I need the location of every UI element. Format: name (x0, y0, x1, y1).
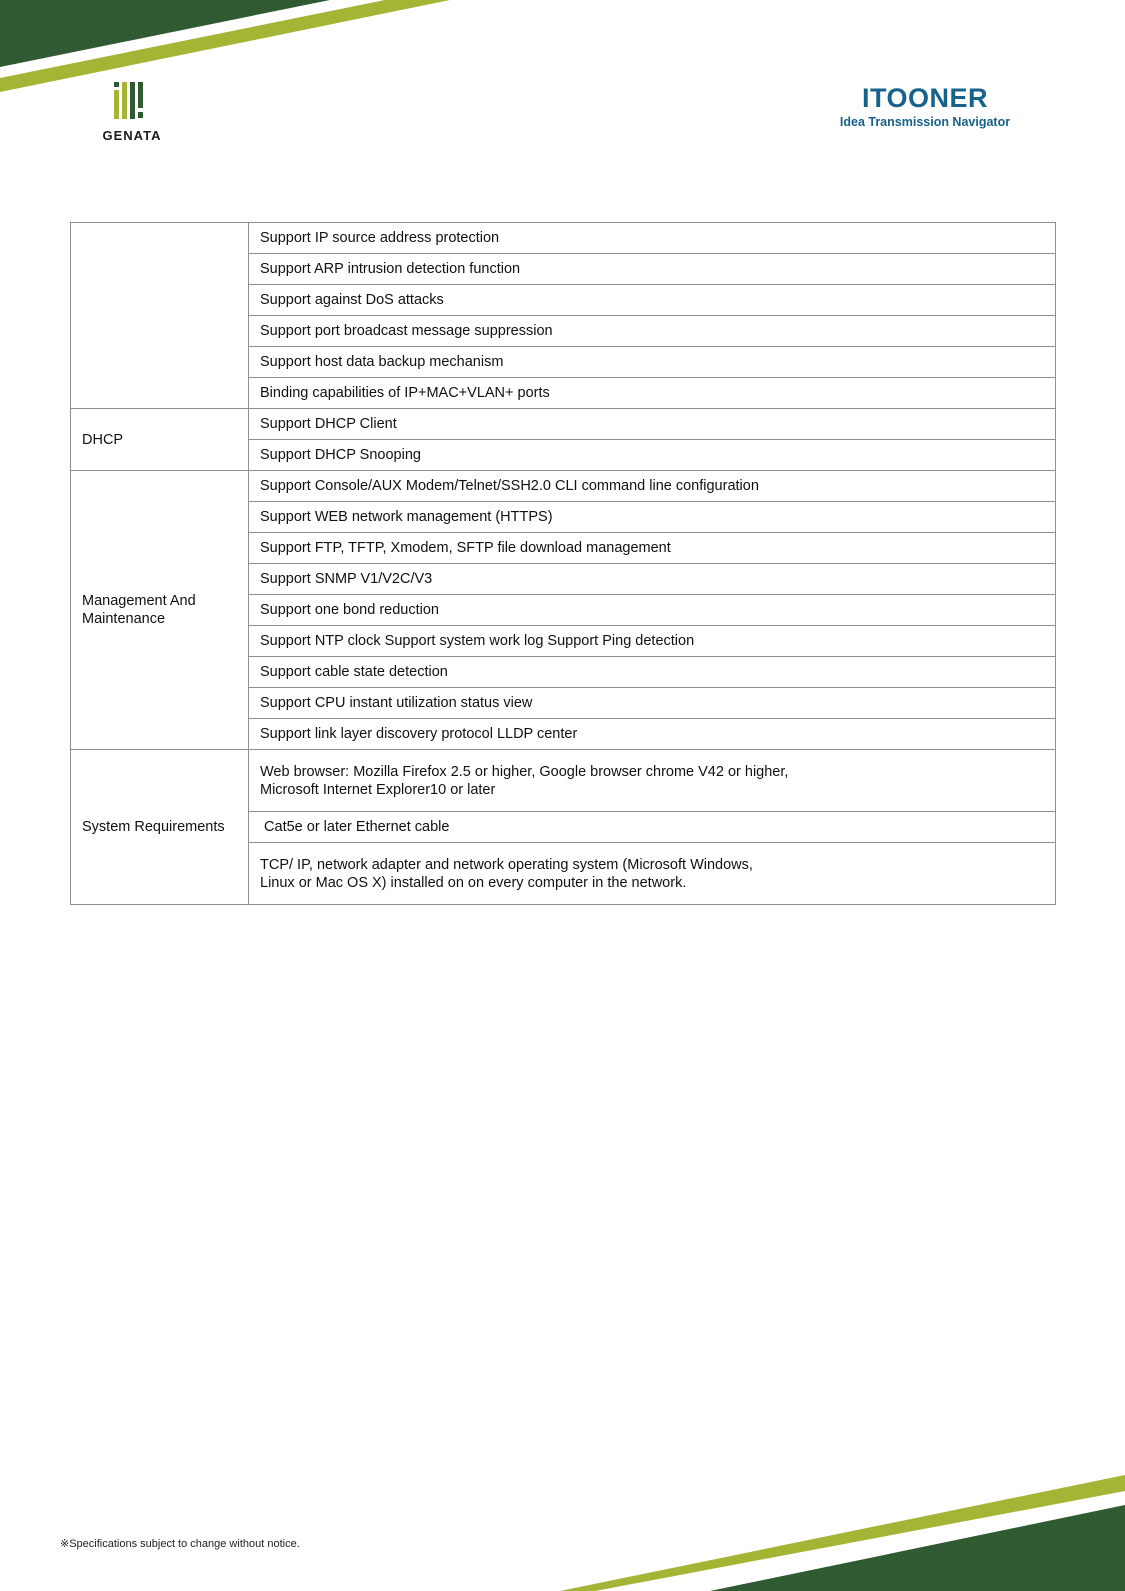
feature-cell: Support ARP intrusion detection function (249, 254, 1056, 285)
table-row (71, 750, 1056, 812)
feature-cell: Cat5e or later Ethernet cable (249, 812, 1056, 843)
feature-cell: Support port broadcast message suppression (249, 316, 1056, 347)
category-cell (71, 223, 249, 409)
feature-cell: Binding capabilities of IP+MAC+VLAN+ ports (249, 378, 1056, 409)
feature-cell: Web browser: Mozilla Firefox 2.5 or higher, Google browser chrome V42 or higher, Microsoft Internet Explorer10 or later (249, 750, 1056, 812)
table-row (71, 471, 1056, 502)
itooner-brand: ITOONER (861, 83, 988, 113)
feature-cell: Support FTP, TFTP, Xmodem, SFTP file download management (249, 533, 1056, 564)
corner-stripes-top-left (0, 0, 460, 100)
feature-cell: Support WEB network management (HTTPS) (249, 502, 1056, 533)
feature-cell: TCP/ IP, network adapter and network operating system (Microsoft Windows, Linux or Mac OS X) installed on on every computer in the network. (249, 843, 1056, 905)
feature-cell: Support DHCP Client (249, 409, 1056, 440)
genata-wordmark: GENATA (102, 128, 162, 143)
feature-cell: Support CPU instant utilization status view (249, 688, 1056, 719)
feature-cell: Support DHCP Snooping (249, 440, 1056, 471)
genata-logo (96, 82, 168, 143)
itooner-logo (830, 84, 1020, 129)
feature-cell: Support Console/AUX Modem/Telnet/SSH2.0 CLI command line configuration (249, 471, 1056, 502)
itooner-tagline: Idea Transmission Navigator (839, 115, 1011, 129)
spec-table (70, 222, 1056, 905)
stripe-light-green-bottom (560, 1475, 1125, 1591)
feature-cell: Support link layer discovery protocol LLDP center (249, 719, 1056, 750)
feature-cell: Support host data backup mechanism (249, 347, 1056, 378)
feature-cell: Support one bond reduction (249, 595, 1056, 626)
feature-cell: Support NTP clock Support system work log Support Ping detection (249, 626, 1056, 657)
table-row (71, 409, 1056, 440)
feature-cell: Support against DoS attacks (249, 285, 1056, 316)
feature-cell: Support cable state detection (249, 657, 1056, 688)
feature-cell: Support IP source address protection (249, 223, 1056, 254)
footnote: ※Specifications subject to change without notice. (60, 1538, 300, 1550)
category-cell: System Requirements (71, 750, 249, 905)
feature-cell: Support SNMP V1/V2C/V3 (249, 564, 1056, 595)
category-cell: Management And Maintenance (71, 471, 249, 750)
category-cell: DHCP (71, 409, 249, 471)
table-row (71, 223, 1056, 254)
stripe-dark-green-bottom (710, 1505, 1125, 1591)
bars-exclamation-icon (112, 82, 152, 119)
